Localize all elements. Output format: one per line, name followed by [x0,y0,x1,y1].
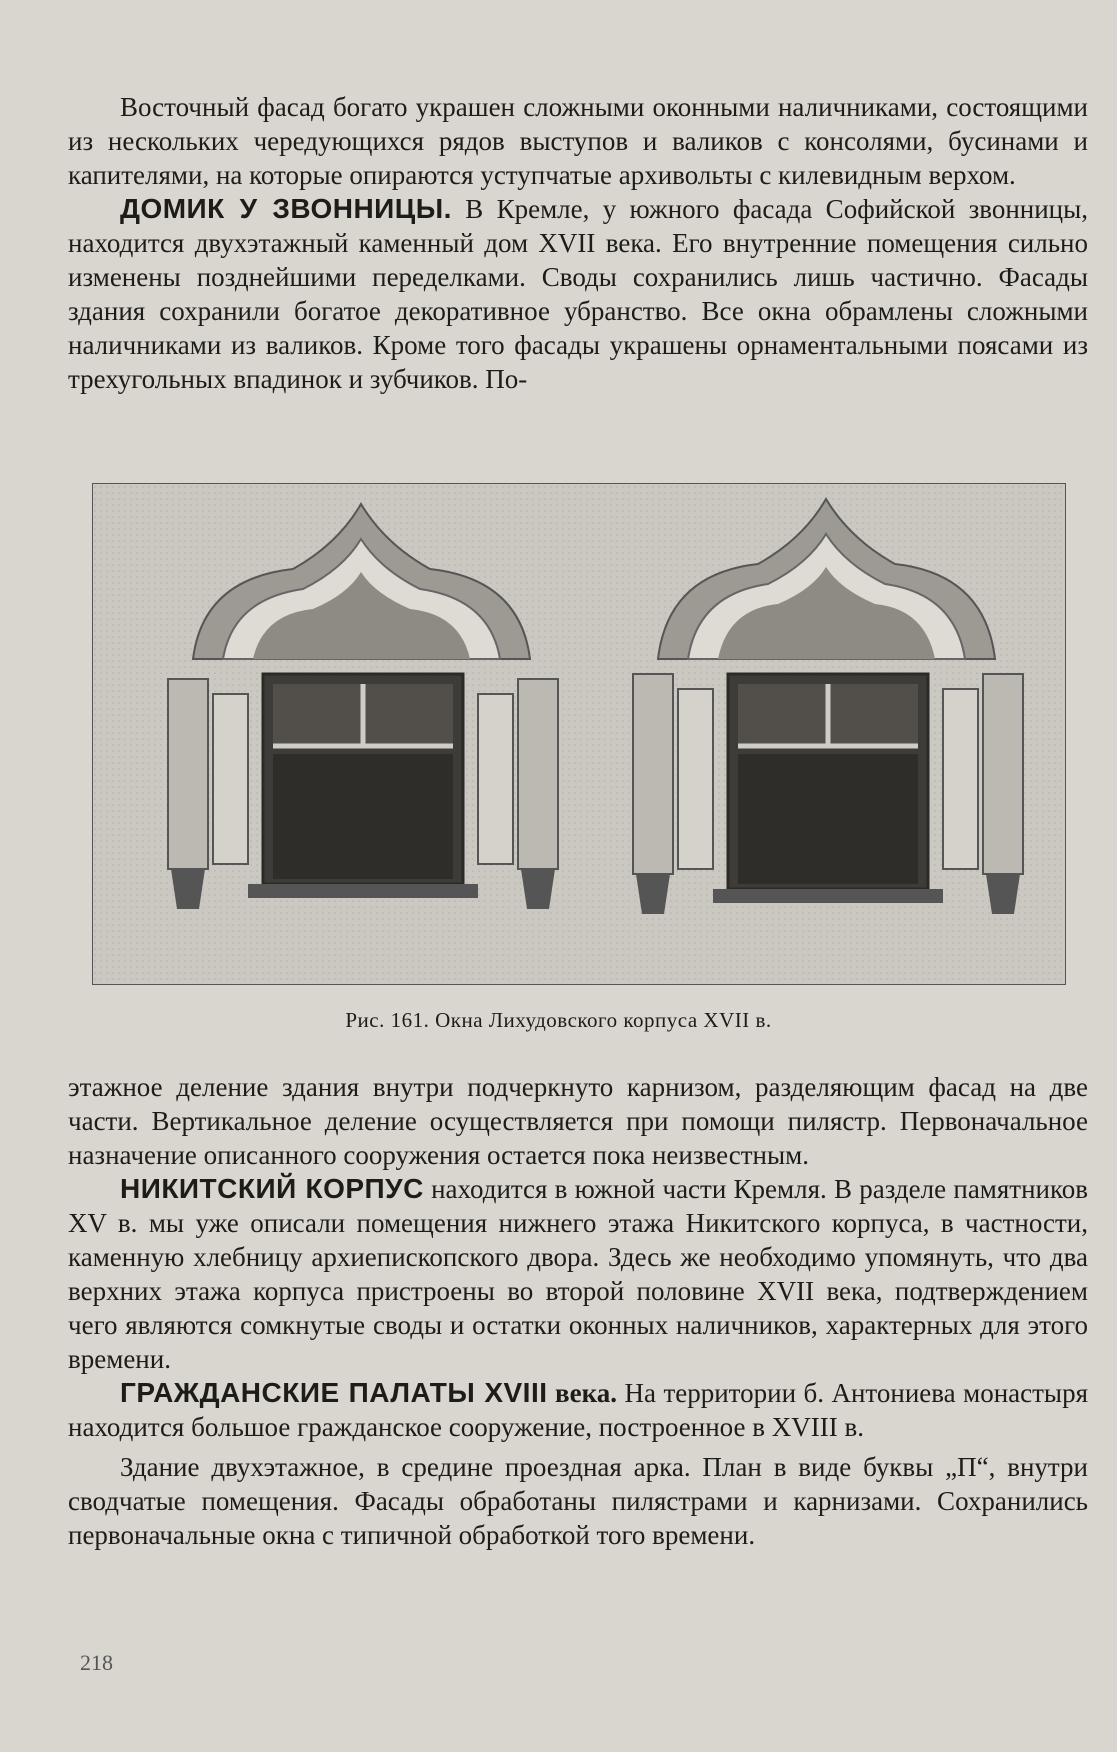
paragraph-two-storey-building: Здание двухэтажное, в средине проездная арка. План в виде буквы „П“, внутри сводчатые помещения. Фасады обработаны пилястрами и карнизами. Сохранились первоначальные окна с типичной обработкой того времени. [68,1452,1088,1550]
paragraph-continuation: этажное деление здания внутри подчеркнуто карнизом, разделяющим фасад на две части. Вертикальное деление осуществляется при помощи пилястр. Первоначальное назначение описанного сооружения остается пока неизвестным. [68,1072,1088,1170]
text-block-top [68,90,1088,396]
page-number: 218 [80,1650,113,1675]
window-frames-illustration [93,484,1065,984]
paragraph-nikitsky-building: НИКИТСКИЙ КОРПУС находится в южной части Кремля. В разделе памятников XV в. мы уже описали помещения нижнего этажа Никитского корпуса, в частности, каменную хлебницу архиепископского двора. Здесь же необходимо упомянуть, что два верхних этажа корпуса пристроены во второй половине XVII века, подтверждением чего являются сомкнутые своды и остатки оконных наличников, характерных для этого времени. [68,1173,1088,1374]
heading-civil-chambers: ГРАЖДАНСКИЕ ПАЛАТЫ XVIII [120,1377,548,1408]
figure-caption: Рис. 161. Окна Лихудовского корпуса XVII в. [345,1008,772,1032]
paragraph-east-facade: Восточный фасад богато украшен сложными оконными наличниками, состоящими из нескольких чередующихся рядов выступов и валиков с консолями, бусинами и капителями, на которые опираются уступчатые архивольты с килевидным верхом. [68,92,1088,190]
heading-nikitsky-building: НИКИТСКИЙ КОРПУС [120,1173,424,1204]
text-block-bottom [68,1070,1088,1552]
heading-civil-chambers-tail: века. [547,1378,617,1408]
heading-bell-tower-house: ДОМИК У ЗВОННИЦЫ. [120,193,452,224]
figure-window-photo [92,483,1066,985]
paragraph-civil-chambers: ГРАЖДАНСКИЕ ПАЛАТЫ XVIII века. На территории б. Антониева монастыря находится большое гражданское сооружение, построенное в XVIII в. [68,1377,1088,1442]
paragraph-bell-tower-house: ДОМИК У ЗВОННИЦЫ. В Кремле, у южного фасада Софийской звонницы, находится двухэтажный каменный дом XVII века. Его внутренние помещения сильно изменены позднейшими переделками. Своды сохранились лишь частично. Фасады здания сохранили богатое декоративное убранство. Все окна обрамлены сложными наличниками из валиков. Кроме того фасады украшены орнаментальными поясами из трехугольных впадинок и зубчиков. По- [68,193,1089,394]
